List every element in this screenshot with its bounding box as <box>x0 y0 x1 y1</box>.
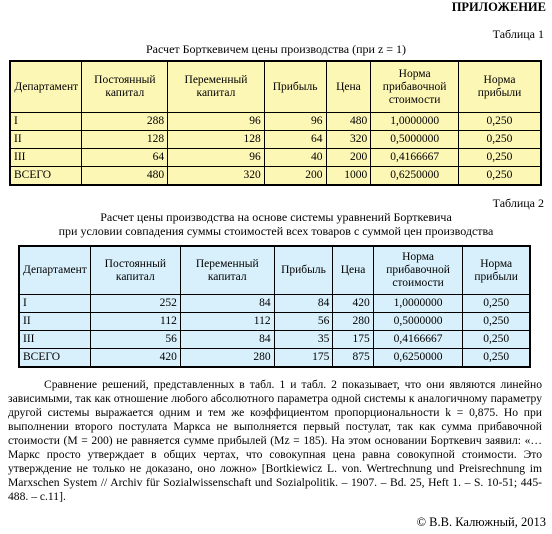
table-cell: 128 <box>82 131 168 149</box>
table-cell: 175 <box>333 331 373 349</box>
table-cell: 480 <box>326 113 371 131</box>
table1-header-row <box>10 61 541 113</box>
table2-caption-line1: Расчет цены производства на основе системы уравнений Борткевича <box>100 210 452 224</box>
table-cell: III <box>19 331 90 349</box>
table2-number: Таблица 2 <box>492 196 544 210</box>
table-cell: 0,6250000 <box>371 167 459 186</box>
table-cell: 200 <box>326 149 371 167</box>
table-row <box>10 149 541 167</box>
table2-caption-line2: при условии совпадения суммы стоимостей всех товаров с суммой цен производства <box>58 224 494 238</box>
table-cell: 0,4166667 <box>373 331 463 349</box>
table-row <box>10 131 541 149</box>
table-cell: 0,250 <box>463 295 530 313</box>
table-cell: 1,0000000 <box>371 113 459 131</box>
table2-header: Норма прибавочной стоимости <box>373 246 463 295</box>
table1-header: Норма прибавочной стоимости <box>371 61 459 113</box>
table-cell: 112 <box>180 313 274 331</box>
table-cell: 280 <box>180 349 274 368</box>
table2-header: Норма прибыли <box>463 246 530 295</box>
table-cell: 96 <box>168 149 265 167</box>
table-cell: 0,250 <box>458 131 541 149</box>
table1-caption: Расчет Борткевичем цены производства (при z = 1) <box>145 42 407 56</box>
table-cell: 84 <box>180 331 274 349</box>
copyright: © В.В. Калюжный, 2013 <box>416 515 546 529</box>
table-cell: 0,250 <box>458 113 541 131</box>
table2-header: Прибыль <box>274 246 333 295</box>
table-cell: 0,6250000 <box>373 349 463 368</box>
table-cell: 200 <box>264 167 326 186</box>
table-cell: 0,4166667 <box>371 149 459 167</box>
table-cell: ВСЕГО <box>19 349 90 368</box>
table-cell: 0,250 <box>458 149 541 167</box>
table-cell: 56 <box>274 313 333 331</box>
table-row <box>19 295 530 313</box>
table-cell: 280 <box>333 313 373 331</box>
table-cell: 0,5000000 <box>371 131 459 149</box>
table-row <box>10 167 541 186</box>
appendix-label: ПРИЛОЖЕНИЕ <box>451 0 546 14</box>
table1-header: Переменный капитал <box>168 61 265 113</box>
body-paragraph: Сравнение решений, представленных в табл. 1 и табл. 2 показывает, что они являются линейно зависимыми, так как отношение любого абсолютного параметра одной системы к аналогичному параметру другой системы выражается одним и тем же коэффициентом пропорциональности k = 0,875. Но при выполнении второго постулата Маркса не выполняется первый постулат, так как сумма прибавочной стоимости (M = 200) не равняется сумме прибылей (Mz = 185). На этом основании Борткевич заявил: «… Маркс просто утверждает в общих чертах, что совокупная цена равна совокупной стоимости. Это утверждение не только не доказано, оно ложно» [Bortkiewicz L. von. Wertrechnung und Preisrechnung im Marxschen System // Archiv für Sozialwissenschaft und Sozialpolitik. – 1907. – Bd. 25, Heft 1. – S. 10-51; 445-488. – c.11]. <box>8 378 542 503</box>
table-cell: II <box>19 313 90 331</box>
table-cell: 420 <box>90 349 180 368</box>
table-cell: I <box>19 295 90 313</box>
table-cell: 0,250 <box>463 349 530 368</box>
table-cell: 480 <box>82 167 168 186</box>
table-cell: 84 <box>274 295 333 313</box>
table-cell: 0,250 <box>463 313 530 331</box>
table1 <box>9 60 542 186</box>
table-row <box>10 113 541 131</box>
table-cell: III <box>10 149 82 167</box>
table-cell: 84 <box>180 295 274 313</box>
table-cell: 1000 <box>326 167 371 186</box>
table-cell: 0,250 <box>458 167 541 186</box>
table-cell: 112 <box>90 313 180 331</box>
table-cell: 96 <box>264 113 326 131</box>
table2-header: Постоянный капитал <box>90 246 180 295</box>
table-cell: II <box>10 131 82 149</box>
table-row <box>19 331 530 349</box>
table-cell: 0,250 <box>463 331 530 349</box>
table2-header: Цена <box>333 246 373 295</box>
table-row <box>19 313 530 331</box>
table-cell: 40 <box>264 149 326 167</box>
table-cell: 96 <box>168 113 265 131</box>
table1-header: Департамент <box>10 61 82 113</box>
table-cell: 320 <box>168 167 265 186</box>
table1-header: Норма прибыли <box>458 61 541 113</box>
table2-header: Департамент <box>19 246 90 295</box>
table-cell: I <box>10 113 82 131</box>
table1-header: Цена <box>326 61 371 113</box>
table-cell: 288 <box>82 113 168 131</box>
table-cell: 175 <box>274 349 333 368</box>
table2-header-row <box>19 246 530 295</box>
table-cell: 875 <box>333 349 373 368</box>
table-cell: 35 <box>274 331 333 349</box>
table-cell: 0,5000000 <box>373 313 463 331</box>
table-cell: 128 <box>168 131 265 149</box>
table2-header: Переменный капитал <box>180 246 274 295</box>
table-cell: 252 <box>90 295 180 313</box>
table1-header: Постоянный капитал <box>82 61 168 113</box>
table-cell: 64 <box>264 131 326 149</box>
table-cell: 320 <box>326 131 371 149</box>
table2 <box>18 245 531 368</box>
table1-number: Таблица 1 <box>492 27 544 41</box>
table-cell: ВСЕГО <box>10 167 82 186</box>
table1-header: Прибыль <box>264 61 326 113</box>
table-cell: 56 <box>90 331 180 349</box>
table-cell: 420 <box>333 295 373 313</box>
table-cell: 64 <box>82 149 168 167</box>
table-row <box>19 349 530 368</box>
table-cell: 1,0000000 <box>373 295 463 313</box>
